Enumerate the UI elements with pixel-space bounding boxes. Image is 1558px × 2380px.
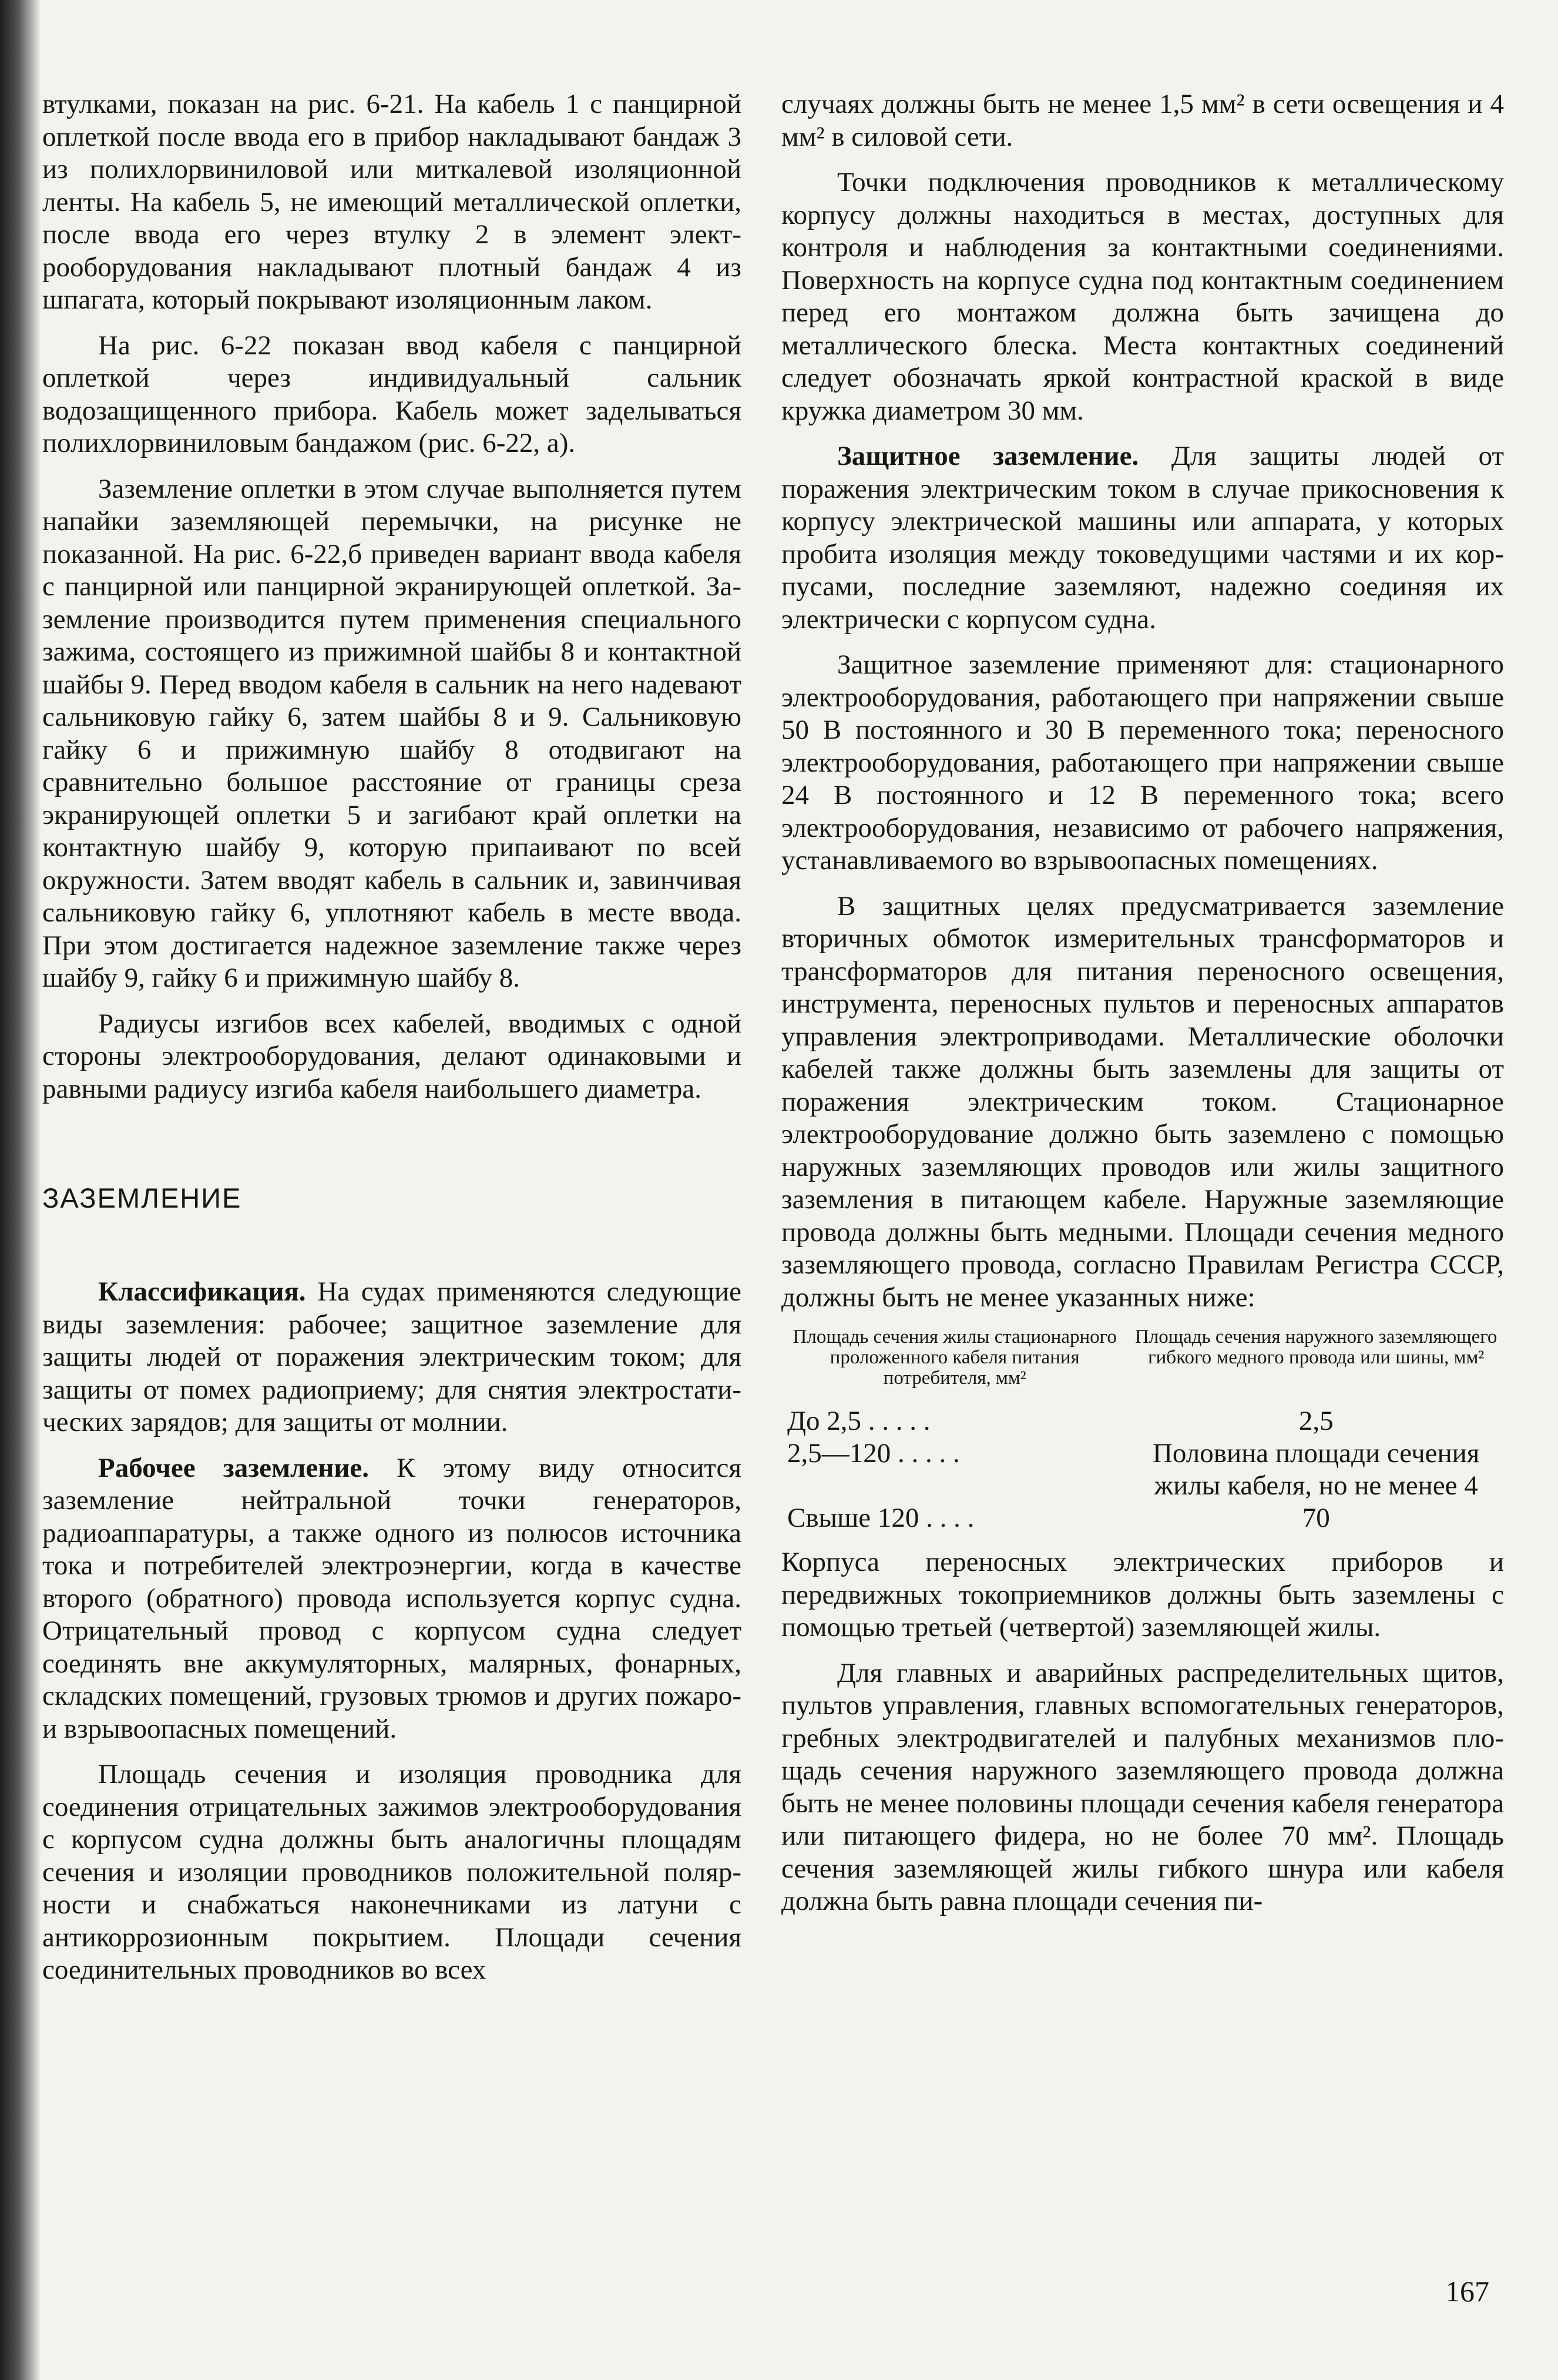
paragraph: случаях должны быть не менее 1,5 мм² в сети освещения и 4 мм² в силовой сети.	[781, 89, 1504, 152]
paragraph-text: На судах применяются следующие виды заземления: рабочее; защитное заземление для защиты людей от поражения электрическим током; для защиты от помех радиоприему; для снятия электростатических зарядов; для защиты от молнии.	[42, 1276, 741, 1437]
table-header: Площадь сечения наружного заземляющего гибкого медного провода или шины, мм²	[1134, 1326, 1497, 1368]
scan-edge-shadow	[0, 0, 41, 2380]
table-row	[781, 1502, 1504, 1534]
table-row	[781, 1405, 1504, 1437]
paragraph: Площадь сечения и изоляция проводника для соединения отрицательных зажимов электрооборудования с корпусом судна должны быть аналогичны площадям сечения и изоляции проводников положительной полярности и снабжаться наконечниками из латуни с антикоррозионным покрытием. Площади сечения соединительных проводников во всех	[42, 1759, 741, 1985]
paragraph: Корпуса переносных электрических приборов и передвижных токоприемников должны быть заземлены с помощью третьей (четвертой) заземляющей жилы.	[781, 1547, 1504, 1642]
paragraph	[42, 1452, 741, 1746]
subheading: Защитное заземление.	[837, 441, 1139, 471]
table-header-row	[781, 1327, 1504, 1405]
table-cell: Свыше 120 . . . .	[787, 1503, 975, 1533]
table-cell: 70	[1302, 1503, 1330, 1533]
table-cell: Половина площади сечения жилы кабеля, но не менее 4	[1152, 1438, 1480, 1501]
paragraph: Для главных и аварийных распределительных щитов, пультов управления, главных вспомогательных генераторов, гребных электродвигателей и палубных механизмов площадь сечения наружного заземляющего провода должна быть не менее половины площади сечения кабеля генератора или питающего фидера, но не более 70 мм². Площадь сечения заземляющей жилы гибкого шнура или кабеля должна быть равна площади сечения пи-	[781, 1657, 1504, 1916]
paragraph: На рис. 6-22 показан ввод кабеля с панцирной оплеткой через индивидуальный сальник водозащищенного прибора. Кабель может заделываться полихлорвиниловым бандажом (рис. 6-22, а).	[42, 330, 741, 458]
paragraph: Радиусы изгибов всех кабелей, вводимых с одной стороны электрооборудования, делают одинаковыми и равными радиусу изгиба кабеля наибольшего диаметра.	[42, 1008, 741, 1104]
page-number: 167	[1445, 2275, 1489, 2308]
paragraph: втулками, показан на рис. 6-21. На кабель 1 с панцирной оплеткой после ввода его в прибор накладывают бандаж 3 из полихлорвиниловой или миткалевой изоляционной ленты. На кабель 5, не имеющий металлической оплетки, после ввода его через втулку 2 в элемент электрооборудования накладывают плотный бандаж 4 из шпагата, который покрывают изоляционным лаком.	[42, 89, 741, 315]
grounding-table	[781, 1327, 1504, 1534]
paragraph-text: Для защиты людей от поражения электрическим током в случае прикосновения к корпусу электрической машины или аппарата, у которых пробита изоляция между токоведущими частями и их корпусами, последние заземляют, надежно соединяя их электрически с корпусом судна.	[781, 441, 1505, 635]
section-title: ЗАЗЕМЛЕНИЕ	[42, 1182, 242, 1214]
table-cell: 2,5	[1298, 1406, 1334, 1436]
right-column	[781, 88, 1504, 1918]
paragraph: Точки подключения проводников к металлическому корпусу должны находиться в местах, доступных для контроля и наблюдения за контактными соединениями. Поверхность на корпусе судна под контактным соединением перед его монтажом должна быть зачищена до металлического блеска. Места контактных соединений следует обозначать яркой контрастной краской в виде кружка диаметром 30 мм.	[781, 167, 1504, 426]
subheading: Классификация.	[98, 1276, 306, 1307]
table-row	[781, 1437, 1504, 1502]
table-cell: 2,5—120 . . . . .	[787, 1438, 960, 1469]
paragraph: Защитное заземление применяют для: стационарного электрооборудования, работающего при напряжении свыше 50 В постоянного и 30 В переменного тока; переносного электрооборудования, работающего при напряжении свыше 24 В постоянного и 12 В переменного тока; всего электрооборудования, независимо от рабочего напряжения, устанавливаемого во взрывоопасных помещениях.	[781, 649, 1504, 876]
subheading: Рабочее заземление.	[98, 1452, 370, 1483]
paragraph	[781, 440, 1504, 636]
paragraph: Заземление оплетки в этом случае выполняется путем напайки заземляющей перемычки, на рисунке не показанной. На рис. 6-22,б приведен вариант ввода кабеля с панцирной или панцирной экранирующей оплеткой. Заземление производится путем применения специального зажима, состоящего из прижимной шайбы 8 и контактной шайбы 9. Перед вводом кабеля в сальник на него надевают сальниковую гайку 6, затем шайбы 8 и 9. Сальниковую гайку 6 и прижимную шайбу 8 отодвигают на сравнительно большое расстояние от границы среза экранирующей оплетки 5 и загибают край оплетки на контактную шайбу 9, которую припаивают по всей окружности. Затем вводят кабель в сальник и, завинчивая сальниковую гайку 6, уплотняют кабель в месте ввода. При этом достигается надежное заземление также через шайбу 9, гайку 6 и прижимную шайбу 8.	[42, 473, 741, 993]
table-header: Площадь сечения жилы стационарного проложенного кабеля питания потребителя, мм²	[793, 1326, 1117, 1389]
paragraph: В защитных целях предусматривается заземление вторичных обмоток измерительных трансформаторов и трансформаторов для питания переносного освещения, инструмента, переносных пультов и переносных аппаратов управления электроприводами. Металлические оболочки кабелей также должны быть заземлены для защиты от поражения электрическим током. Стационарное электрооборудование должно быть заземлено с помощью наружных заземляющих проводов или жилы защитного заземления в питающем кабеле. Наружные заземляющие провода должны быть медными. Площади сечения медного заземляющего провода, согласно Правилам Регистра СССР, должны быть не менее указанных ниже:	[781, 890, 1504, 1313]
left-column	[42, 88, 741, 1987]
paragraph-text: К этому виду относится заземление нейтральной точки генераторов, радиоаппаратуры, а также одного из полюсов источника тока и потребителей электроэнергии, когда в качестве второго (обратного) провода используется корпус судна. Отрицательный провод с корпусом судна следует соединять вне аккумуляторных, малярных, фонарных, складских помещений, грузовых трюмов и других пожаро- и взрывоопасных помещений.	[42, 1452, 741, 1744]
table-cell: До 2,5 . . . . .	[787, 1406, 931, 1436]
paragraph	[42, 1276, 741, 1439]
